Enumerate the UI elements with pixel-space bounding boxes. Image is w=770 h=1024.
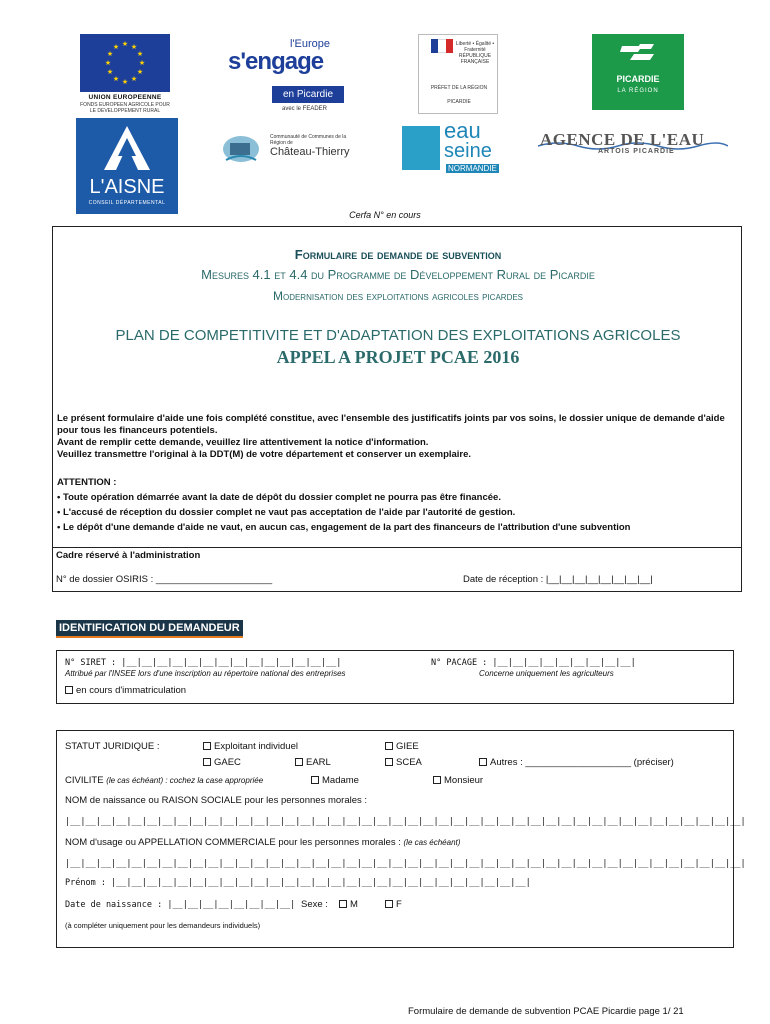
civilite-row: [65, 775, 263, 786]
civilite-note: (le cas échéant) : cochez la case appropriée: [106, 776, 264, 785]
section-title: IDENTIFICATION DU DEMANDEUR: [56, 620, 243, 638]
svg-text:★: ★: [136, 68, 144, 76]
checkbox-icon: [311, 776, 319, 784]
intro-text: [57, 413, 739, 461]
sexe-f-checkbox[interactable]: F: [385, 899, 402, 910]
dob-field[interactable]: Date de naissance : |__|__|__|__|__|__|__|__|: [65, 900, 296, 910]
pacage-field[interactable]: N° PACAGE : |__|__|__|__|__|__|__|__|__|: [431, 658, 636, 668]
agence-l1: AGENCE DE L'EAU: [540, 130, 705, 149]
french-flag-icon: [431, 39, 453, 53]
picardie-logo: [592, 34, 684, 110]
checkbox-icon: [339, 900, 347, 908]
checkbox-icon: [203, 758, 211, 766]
europe-engage-logo: [222, 36, 352, 116]
checkbox-icon: [385, 742, 393, 750]
svg-text:★: ★: [121, 78, 129, 86]
cerfa-number: Cerfa N° en cours: [349, 210, 421, 220]
aisne-sub: CONSEIL DÉPARTEMENTAL: [88, 200, 166, 206]
intro-p1: Le présent formulaire d'aide une fois complété constitue, avec l'ensemble des justificatifs joints par vos soins, le dossier unique de demande d'aide pour tous les financeurs potentiels.: [57, 413, 725, 436]
statut-label: STATUT JURIDIQUE :: [65, 741, 160, 752]
checkbox-icon: [65, 686, 73, 694]
svg-text:★: ★: [104, 59, 112, 67]
checkbox-icon: [203, 742, 211, 750]
aisne-name: L'AISNE: [89, 176, 165, 198]
civilite-label: CIVILITE: [65, 775, 104, 786]
agence-eau-logo: [538, 130, 728, 160]
checkbox-icon: [295, 758, 303, 766]
picardie-sub: LA RÉGION: [617, 88, 659, 94]
checkbox-icon: [433, 776, 441, 784]
admin-title: Cadre réservé à l'administration: [56, 550, 201, 561]
nom-usage-row: [65, 837, 460, 848]
sexe-label: Sexe :: [301, 899, 328, 910]
prefet-motto: Liberté • Égalité • Fraternité RÉPUBLIQUE FRANÇAISE: [455, 41, 495, 65]
prefet-r3: PICARDIE: [447, 99, 471, 105]
monsieur-checkbox[interactable]: Monsieur: [433, 775, 483, 786]
eu-label: UNION EUROPEENNE: [88, 94, 162, 101]
identification-box: [56, 650, 734, 704]
osiris-field[interactable]: N° de dossier OSIRIS : ______________________: [56, 574, 273, 585]
siret-field[interactable]: N° SIRET : |__|__|__|__|__|__|__|__|__|__|__|__|__|__|: [65, 658, 342, 668]
appel-title: APPEL A PROJET PCAE 2016: [276, 347, 520, 367]
chateau-thierry-emblem-icon: [222, 134, 260, 164]
checkbox-icon: [479, 758, 487, 766]
siret-note: Attribué par l'INSEE lors d'une inscription au répertoire national des entreprises: [65, 669, 346, 678]
eau-l2: seine: [444, 140, 492, 162]
eau-l1: eau: [444, 120, 481, 143]
svg-text:★: ★: [138, 59, 146, 67]
reception-date-field[interactable]: Date de réception : |__|__|__|__|__|__|__|__|: [463, 574, 653, 585]
attention-bullet-3: • Le dépôt d'une demande d'aide ne vaut, en aucun cas, engagement de la part des financeurs de l'attribution d'une subvention: [57, 522, 631, 533]
eu-flag-icon: [80, 34, 170, 92]
svg-text:★: ★: [130, 43, 138, 51]
form-title: Formulaire de demande de subvention: [294, 247, 502, 262]
attention-bullet-2: • L'accusé de réception du dossier complet ne vaut pas acceptation de l'aide par l'autorité de gestion.: [57, 507, 516, 518]
plan-title: PLAN DE COMPETITIVITE ET D'ADAPTATION DES EXPLOITATIONS AGRICOLES: [115, 327, 681, 344]
engage-l3: en Picardie: [272, 86, 344, 103]
giee-checkbox[interactable]: GIEE: [385, 741, 419, 752]
pacage-note: Concerne uniquement les agriculteurs: [479, 669, 614, 678]
nom-naissance-label: NOM de naissance ou RAISON SOCIALE pour les personnes morales :: [65, 795, 368, 806]
earl-checkbox[interactable]: EARL: [295, 757, 331, 768]
engage-l4: avec le FEADER: [282, 106, 328, 112]
engage-l2: s'engage: [228, 48, 324, 75]
eau-seine-map-icon: [402, 126, 440, 170]
svg-text:★: ★: [106, 50, 114, 58]
immat-checkbox[interactable]: [65, 685, 186, 696]
form-subtitle-2: Modernisation des exploitations agricoles picardes: [272, 289, 524, 303]
picardie-name: PICARDIE: [616, 74, 660, 84]
chateau-thierry-b: Château-Thierry: [270, 146, 350, 158]
eu-logo: [80, 34, 170, 116]
gaec-checkbox[interactable]: GAEC: [203, 757, 241, 768]
form-subtitle-1: Mesures 4.1 et 4.4 du Programme de Développement Rural de Picardie: [201, 267, 595, 282]
page-footer: Formulaire de demande de subvention PCAE Picardie page 1/ 21: [408, 1006, 684, 1017]
intro-p3: Veuillez transmettre l'original à la DDT(M) de votre département et conserver un exemplaire.: [57, 449, 472, 460]
nom-usage-field[interactable]: |__|__|__|__|__|__|__|__|__|__|__|__|__|__|__|__|__|__|__|__|__|__|__|__|__|__|__|__|__|__|__|__|__|__|__|__|__|__|__|__|__|__|__|__|: [65, 859, 746, 869]
prefet-r2: PRÉFET DE LA RÉGION: [430, 85, 488, 91]
engage-l1: l'Europe: [290, 38, 331, 50]
autres-checkbox[interactable]: Autres : ____________________ (préciser): [479, 757, 674, 768]
statut-box: [56, 730, 746, 948]
eu-sub: FONDS EUROPEEN AGRICOLE POUR LE DEVELOPPEMENT RURAL: [80, 102, 170, 114]
nom-naissance-field[interactable]: |__|__|__|__|__|__|__|__|__|__|__|__|__|__|__|__|__|__|__|__|__|__|__|__|__|__|__|__|__|__|__|__|__|__|__|__|__|__|__|__|__|__|__|__|: [65, 817, 746, 827]
attention-title: ATTENTION :: [57, 477, 117, 488]
chateau-thierry-a: Communauté de Communes de la Région de: [270, 134, 347, 146]
aisne-emblem-icon: [100, 124, 154, 174]
svg-text:★: ★: [112, 43, 120, 51]
checkbox-icon: [385, 758, 393, 766]
svg-text:★: ★: [106, 68, 114, 76]
exploitant-checkbox[interactable]: Exploitant individuel: [203, 741, 298, 752]
sexe-m-checkbox[interactable]: M: [339, 899, 358, 910]
immat-label: en cours d'immatriculation: [76, 685, 187, 696]
prefet-logo: [418, 34, 498, 114]
nom-usage-note: (le cas échéant): [403, 838, 461, 847]
aisne-logo: [76, 118, 178, 214]
agence-l2: ARTOIS PICARDIE: [598, 148, 675, 155]
chateau-thierry-logo: [222, 132, 372, 172]
svg-text:★: ★: [121, 40, 129, 48]
picardie-mark-icon: [620, 42, 656, 66]
svg-text:★: ★: [112, 75, 120, 83]
attention-block: [57, 475, 739, 534]
eau-l3: NORMANDIE: [448, 164, 497, 173]
admin-box: [53, 547, 741, 592]
eau-seine-logo: [402, 120, 506, 178]
header-frame: [52, 226, 742, 592]
intro-p2: Avant de remplir cette demande, veuillez lire attentivement la notice d'information.: [57, 437, 429, 448]
prenom-field[interactable]: Prénom : |__|__|__|__|__|__|__|__|__|__|__|__|__|__|__|__|__|__|__|__|__|__|__|__|__|__|__|: [65, 878, 531, 888]
scea-checkbox[interactable]: SCEA: [385, 757, 422, 768]
dob-note: (à compléter uniquement pour les demandeurs individuels): [65, 921, 261, 930]
svg-text:★: ★: [130, 75, 138, 83]
nom-usage-label: NOM d'usage ou APPELLATION COMMERCIALE pour les personnes morales :: [65, 837, 401, 848]
checkbox-icon: [385, 900, 393, 908]
svg-text:★: ★: [136, 50, 144, 58]
attention-bullet-1: • Toute opération démarrée avant la date de dépôt du dossier complet ne pourra pas être financée.: [57, 492, 501, 503]
madame-checkbox[interactable]: Madame: [311, 775, 359, 786]
